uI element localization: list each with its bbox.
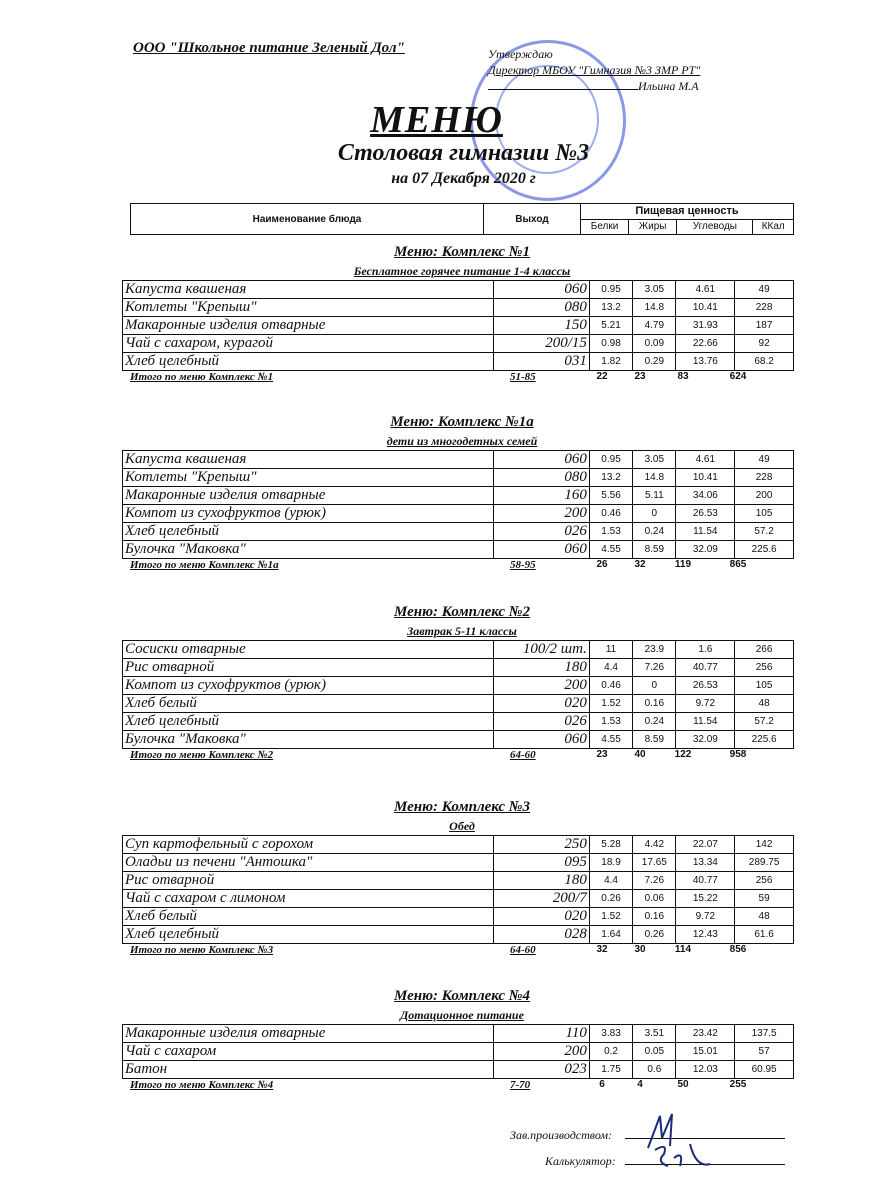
table-row — [123, 731, 794, 749]
dish-carbs: 26.53 — [676, 505, 735, 523]
dish-kcal: 57 — [735, 1043, 794, 1061]
dish-fat: 0 — [633, 677, 676, 695]
table-row — [123, 872, 794, 890]
dish-kcal: 105 — [735, 505, 794, 523]
dish-carbs: 22.07 — [676, 836, 735, 854]
dish-yield: 180 — [494, 872, 590, 890]
dish-carbs: 10.41 — [676, 469, 735, 487]
header-yield: Выход — [484, 204, 581, 235]
dish-kcal: 137.5 — [735, 1025, 794, 1043]
dish-kcal: 289.75 — [735, 854, 794, 872]
total-fat: 30 — [634, 944, 646, 955]
dish-fat: 3.05 — [633, 281, 676, 299]
dish-name: Компот из сухофруктов (урюк) — [123, 505, 494, 523]
dish-kcal: 61.6 — [735, 926, 794, 944]
table-row — [123, 487, 794, 505]
dish-fat: 0.6 — [633, 1061, 676, 1079]
dish-yield: 160 — [494, 487, 590, 505]
dish-name: Хлеб целебный — [123, 353, 494, 371]
dish-protein: 4.55 — [589, 541, 632, 559]
table-row — [123, 1025, 794, 1043]
dish-carbs: 15.01 — [676, 1043, 735, 1061]
menu-section — [125, 602, 794, 766]
header-fat: Жиры — [629, 219, 677, 235]
dish-name: Макаронные изделия отварные — [123, 317, 494, 335]
dish-carbs: 13.76 — [676, 353, 735, 371]
table-row — [123, 677, 794, 695]
dish-yield: 200/15 — [494, 335, 590, 353]
dish-name: Булочка "Маковка" — [123, 731, 494, 749]
menu-table — [122, 835, 794, 944]
dish-yield: 080 — [494, 299, 590, 317]
dish-yield: 020 — [494, 695, 590, 713]
table-row — [123, 299, 794, 317]
dish-yield: 060 — [494, 541, 590, 559]
table-row — [123, 317, 794, 335]
dish-fat: 17.65 — [633, 854, 676, 872]
dish-kcal: 187 — [735, 317, 794, 335]
dish-carbs: 9.72 — [676, 908, 735, 926]
table-row — [123, 854, 794, 872]
dish-protein: 1.82 — [589, 353, 632, 371]
total-price: 64-60 — [510, 749, 536, 761]
dish-fat: 0 — [633, 505, 676, 523]
dish-carbs: 15.22 — [676, 890, 735, 908]
dish-kcal: 59 — [735, 890, 794, 908]
dish-name: Хлеб белый — [123, 908, 494, 926]
dish-carbs: 34.06 — [676, 487, 735, 505]
total-protein: 32 — [596, 944, 608, 955]
dish-protein: 18.9 — [589, 854, 632, 872]
dish-kcal: 266 — [735, 641, 794, 659]
dish-kcal: 68.2 — [735, 353, 794, 371]
table-row — [123, 659, 794, 677]
dish-kcal: 228 — [735, 469, 794, 487]
dish-fat: 0.09 — [633, 335, 676, 353]
dish-fat: 3.51 — [633, 1025, 676, 1043]
dish-yield: 180 — [494, 659, 590, 677]
dish-carbs: 10.41 — [676, 299, 735, 317]
dish-kcal: 57.2 — [735, 523, 794, 541]
dish-yield: 200 — [494, 1043, 590, 1061]
dish-carbs: 40.77 — [676, 872, 735, 890]
table-header — [130, 203, 794, 235]
dish-kcal: 57.2 — [735, 713, 794, 731]
dish-protein: 0.46 — [589, 677, 632, 695]
total-carbs: 50 — [677, 1079, 689, 1090]
header-nutrition: Пищевая ценность — [581, 204, 794, 220]
dish-yield: 110 — [494, 1025, 590, 1043]
dish-carbs: 4.61 — [676, 281, 735, 299]
section-subtitle: Обед — [449, 819, 475, 833]
menu-table — [122, 280, 794, 371]
dish-protein: 5.21 — [589, 317, 632, 335]
dish-kcal: 48 — [735, 908, 794, 926]
dish-name: Котлеты "Крепыш" — [123, 469, 494, 487]
table-row — [123, 451, 794, 469]
dish-name: Рис отварной — [123, 659, 494, 677]
total-price: 51-85 — [510, 371, 536, 383]
total-protein: 26 — [596, 559, 608, 570]
dish-carbs: 22.66 — [676, 335, 735, 353]
production-label: Зав.производством: — [510, 1128, 613, 1142]
total-carbs: 114 — [674, 944, 692, 955]
dish-carbs: 32.09 — [676, 541, 735, 559]
dish-kcal: 256 — [735, 872, 794, 890]
dish-fat: 7.26 — [633, 872, 676, 890]
section-subtitle: дети из многодетных семей — [386, 434, 538, 448]
dish-yield: 150 — [494, 317, 590, 335]
table-row — [123, 469, 794, 487]
dish-yield: 060 — [494, 731, 590, 749]
menu-section — [125, 986, 794, 1096]
section-total — [130, 559, 794, 576]
dish-protein: 13.2 — [589, 299, 632, 317]
dish-name: Сосиски отварные — [123, 641, 494, 659]
dish-yield: 200 — [494, 505, 590, 523]
dish-yield: 200 — [494, 677, 590, 695]
dish-protein: 0.26 — [589, 890, 632, 908]
table-row — [123, 713, 794, 731]
total-fat: 32 — [634, 559, 646, 570]
dish-protein: 1.52 — [589, 695, 632, 713]
total-kcal: 624 — [729, 371, 747, 382]
dish-fat: 7.26 — [633, 659, 676, 677]
table-row — [123, 505, 794, 523]
dish-protein: 5.56 — [589, 487, 632, 505]
total-protein: 22 — [596, 371, 608, 382]
dish-yield: 100/2 шт. — [494, 641, 590, 659]
section-total — [130, 1079, 794, 1096]
dish-fat: 0.05 — [633, 1043, 676, 1061]
dish-protein: 1.64 — [589, 926, 632, 944]
section-title: Меню: Комплекс №2 — [394, 604, 530, 620]
total-price: 58-95 — [510, 559, 536, 571]
dish-fat: 8.59 — [633, 541, 676, 559]
dish-fat: 0.26 — [633, 926, 676, 944]
dish-name: Оладьи из печени "Антошка" — [123, 854, 494, 872]
menu-section — [125, 242, 794, 388]
dish-protein: 5.28 — [589, 836, 632, 854]
total-carbs: 119 — [674, 559, 692, 570]
total-protein: 23 — [596, 749, 608, 760]
header-protein: Белки — [581, 219, 629, 235]
dish-carbs: 11.54 — [676, 523, 735, 541]
section-title: Меню: Комплекс №1а — [390, 414, 534, 430]
dish-kcal: 225.6 — [735, 731, 794, 749]
table-row — [123, 353, 794, 371]
table-row — [123, 926, 794, 944]
total-price: 64-60 — [510, 944, 536, 956]
dish-kcal: 228 — [735, 299, 794, 317]
dish-name: Хлеб целебный — [123, 523, 494, 541]
dish-name: Хлеб белый — [123, 695, 494, 713]
dish-carbs: 12.03 — [676, 1061, 735, 1079]
dish-protein: 4.4 — [589, 659, 632, 677]
page-subtitle: Столовая гимназии №3 — [337, 140, 590, 166]
header-name: Наименование блюда — [131, 204, 484, 235]
dish-protein: 3.83 — [589, 1025, 632, 1043]
organization-name: ООО "Школьное питание Зеленый Дол" — [133, 40, 405, 56]
section-title: Меню: Комплекс №1 — [394, 244, 530, 260]
dish-name: Суп картофельный с горохом — [123, 836, 494, 854]
dish-carbs: 23.42 — [676, 1025, 735, 1043]
dish-carbs: 11.54 — [676, 713, 735, 731]
dish-yield: 095 — [494, 854, 590, 872]
dish-fat: 23.9 — [633, 641, 676, 659]
dish-protein: 0.95 — [589, 281, 632, 299]
dish-protein: 1.53 — [589, 713, 632, 731]
table-row — [123, 641, 794, 659]
dish-name: Компот из сухофруктов (урюк) — [123, 677, 494, 695]
table-row — [123, 890, 794, 908]
dish-name: Котлеты "Крепыш" — [123, 299, 494, 317]
table-row — [123, 695, 794, 713]
dish-fat: 3.05 — [633, 451, 676, 469]
approval-line-2: Директор МБОУ "Гимназия №3 ЗМР РТ" — [488, 63, 701, 77]
menu-section — [125, 797, 794, 961]
dish-kcal: 105 — [735, 677, 794, 695]
dish-fat: 8.59 — [633, 731, 676, 749]
total-label: Итого по меню Комплекс №1 — [130, 371, 274, 383]
dish-name: Макаронные изделия отварные — [123, 1025, 494, 1043]
dish-carbs: 9.72 — [676, 695, 735, 713]
dish-kcal: 142 — [735, 836, 794, 854]
dish-fat: 4.79 — [633, 317, 676, 335]
dish-name: Хлеб целебный — [123, 926, 494, 944]
total-carbs: 83 — [677, 371, 689, 382]
section-subtitle: Бесплатное горячее питание 1-4 классы — [353, 264, 571, 278]
approval-line-3: Ильина М.А — [638, 79, 699, 93]
menu-table — [122, 640, 794, 749]
dish-fat: 0.06 — [633, 890, 676, 908]
table-row — [123, 836, 794, 854]
dish-name: Батон — [123, 1061, 494, 1079]
dish-kcal: 225.6 — [735, 541, 794, 559]
total-protein: 6 — [599, 1079, 605, 1090]
table-row — [123, 523, 794, 541]
section-total — [130, 371, 794, 388]
signature-line — [488, 79, 638, 90]
dish-kcal: 49 — [735, 451, 794, 469]
dish-yield: 200/7 — [494, 890, 590, 908]
page-title: МЕНЮ — [370, 99, 503, 141]
dish-yield: 250 — [494, 836, 590, 854]
table-row — [123, 1061, 794, 1079]
dish-protein: 11 — [589, 641, 632, 659]
total-label: Итого по меню Комплекс №1а — [130, 559, 279, 571]
dish-kcal: 256 — [735, 659, 794, 677]
dish-protein: 1.52 — [589, 908, 632, 926]
dish-yield: 020 — [494, 908, 590, 926]
dish-protein: 1.75 — [589, 1061, 632, 1079]
dish-yield: 026 — [494, 713, 590, 731]
total-kcal: 856 — [729, 944, 747, 955]
total-kcal: 255 — [729, 1079, 747, 1090]
dish-name: Рис отварной — [123, 872, 494, 890]
dish-fat: 0.16 — [633, 908, 676, 926]
dish-fat: 4.42 — [633, 836, 676, 854]
dish-fat: 0.16 — [633, 695, 676, 713]
dish-fat: 14.8 — [633, 469, 676, 487]
table-row — [123, 281, 794, 299]
menu-table — [122, 450, 794, 559]
dish-yield: 026 — [494, 523, 590, 541]
total-fat: 4 — [637, 1079, 643, 1090]
table-row — [123, 335, 794, 353]
dish-fat: 0.29 — [633, 353, 676, 371]
table-row — [123, 1043, 794, 1061]
dish-protein: 4.55 — [589, 731, 632, 749]
dish-carbs: 32.09 — [676, 731, 735, 749]
dish-yield: 060 — [494, 451, 590, 469]
total-label: Итого по меню Комплекс №3 — [130, 944, 274, 956]
total-fat: 40 — [634, 749, 646, 760]
dish-protein: 4.4 — [589, 872, 632, 890]
dish-yield: 031 — [494, 353, 590, 371]
total-kcal: 958 — [729, 749, 747, 760]
section-subtitle: Дотационное питание — [400, 1008, 524, 1022]
dish-fat: 5.11 — [633, 487, 676, 505]
dish-protein: 0.95 — [589, 451, 632, 469]
total-price: 7-70 — [510, 1079, 531, 1091]
dish-name: Чай с сахаром — [123, 1043, 494, 1061]
dish-protein: 0.98 — [589, 335, 632, 353]
page-date: на 07 Декабря 2020 г — [391, 170, 536, 187]
dish-kcal: 60.95 — [735, 1061, 794, 1079]
section-total — [130, 749, 794, 766]
dish-name: Капуста квашеная — [123, 451, 494, 469]
dish-fat: 14.8 — [633, 299, 676, 317]
total-kcal: 865 — [729, 559, 747, 570]
table-row — [123, 908, 794, 926]
dish-fat: 0.24 — [633, 713, 676, 731]
dish-name: Чай с сахаром с лимоном — [123, 890, 494, 908]
section-total — [130, 944, 794, 961]
dish-name: Хлеб целебный — [123, 713, 494, 731]
dish-name: Капуста квашеная — [123, 281, 494, 299]
total-label: Итого по меню Комплекс №4 — [130, 1079, 274, 1091]
dish-protein: 1.53 — [589, 523, 632, 541]
menu-table — [122, 1024, 794, 1079]
section-title: Меню: Комплекс №3 — [394, 799, 530, 815]
section-subtitle: Завтрак 5-11 классы — [407, 624, 517, 638]
dish-name: Макаронные изделия отварные — [123, 487, 494, 505]
approval-block — [488, 46, 700, 94]
dish-protein: 0.46 — [589, 505, 632, 523]
calculator-signature — [650, 1140, 720, 1175]
header-carbs: Углеводы — [677, 219, 753, 235]
dish-kcal: 92 — [735, 335, 794, 353]
dish-name: Чай с сахаром, курагой — [123, 335, 494, 353]
calculator-label: Калькулятор: — [545, 1154, 616, 1168]
approval-line-1: Утверждаю — [488, 47, 553, 61]
dish-protein: 13.2 — [589, 469, 632, 487]
dish-fat: 0.24 — [633, 523, 676, 541]
section-title: Меню: Комплекс №4 — [394, 988, 530, 1004]
total-label: Итого по меню Комплекс №2 — [130, 749, 274, 761]
dish-carbs: 4.61 — [676, 451, 735, 469]
total-carbs: 122 — [674, 749, 692, 760]
dish-kcal: 49 — [735, 281, 794, 299]
dish-name: Булочка "Маковка" — [123, 541, 494, 559]
dish-protein: 0.2 — [589, 1043, 632, 1061]
dish-carbs: 40.77 — [676, 659, 735, 677]
table-row — [123, 541, 794, 559]
dish-yield: 023 — [494, 1061, 590, 1079]
dish-carbs: 31.93 — [676, 317, 735, 335]
dish-carbs: 13.34 — [676, 854, 735, 872]
dish-carbs: 1.6 — [676, 641, 735, 659]
header-kcal: ККал — [753, 219, 794, 235]
total-fat: 23 — [634, 371, 646, 382]
dish-yield: 080 — [494, 469, 590, 487]
dish-yield: 028 — [494, 926, 590, 944]
menu-section — [125, 412, 794, 576]
dish-carbs: 12.43 — [676, 926, 735, 944]
dish-kcal: 200 — [735, 487, 794, 505]
dish-yield: 060 — [494, 281, 590, 299]
dish-carbs: 26.53 — [676, 677, 735, 695]
dish-kcal: 48 — [735, 695, 794, 713]
